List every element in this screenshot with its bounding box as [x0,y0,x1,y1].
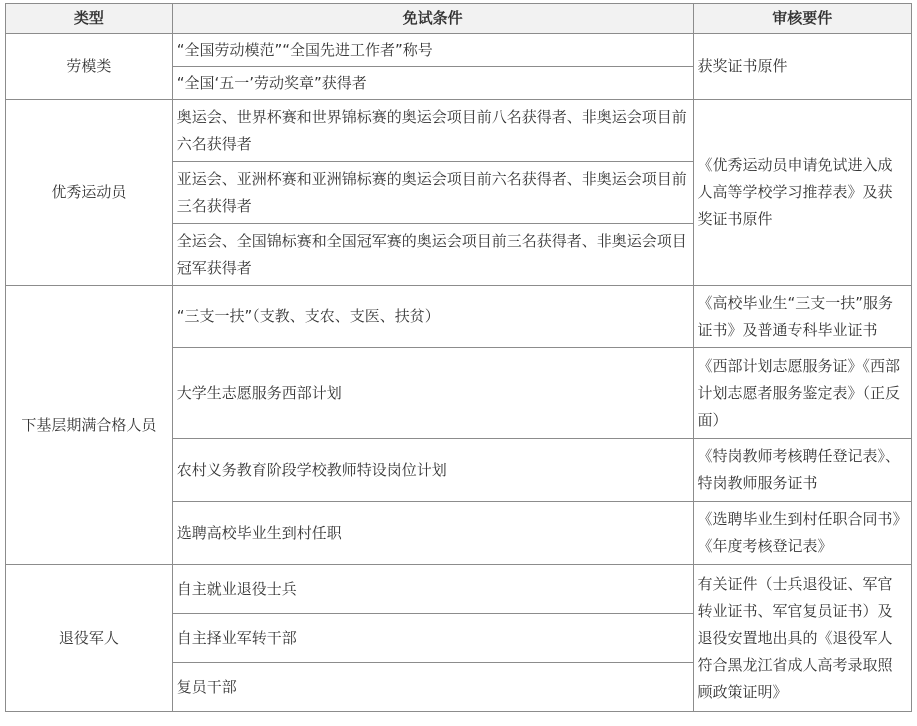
table-row [6,286,912,348]
type-cell: 退役军人 [6,565,173,712]
header-conditions: 免试条件 [172,4,693,34]
header-type: 类型 [6,4,173,34]
table-row [6,34,912,67]
condition-cell: 自主择业军转干部 [172,614,693,663]
condition-cell: “全国劳动模范”“全国先进工作者”称号 [172,34,693,67]
table-row [6,100,912,162]
documents-cell: 《特岗教师考核聘任登记表》、特岗教师服务证书 [693,439,911,502]
documents-cell: 《西部计划志愿服务证》《西部计划志愿者服务鉴定表》（正反面） [693,348,911,439]
type-cell: 下基层期满合格人员 [6,286,173,565]
header-row [6,4,912,34]
condition-cell: 亚运会、亚洲杯赛和亚洲锦标赛的奥运会项目前六名获得者、非奥运会项目前三名获得者 [172,162,693,224]
condition-cell: 选聘高校毕业生到村任职 [172,502,693,565]
exemption-table [5,3,912,712]
type-cell: 劳模类 [6,34,173,100]
condition-cell: 农村义务教育阶段学校教师特设岗位计划 [172,439,693,502]
documents-cell: 《优秀运动员申请免试进入成人高等学校学习推荐表》及获奖证书原件 [693,100,911,286]
header-documents: 审核要件 [693,4,911,34]
condition-cell: “三支一扶”（支教、支农、支医、扶贫） [172,286,693,348]
type-cell: 优秀运动员 [6,100,173,286]
condition-cell: 全运会、全国锦标赛和全国冠军赛的奥运会项目前三名获得者、非奥运会项目冠军获得者 [172,224,693,286]
condition-cell: 奥运会、世界杯赛和世界锦标赛的奥运会项目前八名获得者、非奥运会项目前六名获得者 [172,100,693,162]
condition-cell: 自主就业退役士兵 [172,565,693,614]
table-row [6,565,912,614]
documents-cell: 《选聘毕业生到村任职合同书》《年度考核登记表》 [693,502,911,565]
condition-cell: 大学生志愿服务西部计划 [172,348,693,439]
documents-cell: 《高校毕业生“三支一扶”服务证书》及普通专科毕业证书 [693,286,911,348]
documents-cell: 获奖证书原件 [693,34,911,100]
condition-cell: “全国‘五一’劳动奖章”获得者 [172,67,693,100]
condition-cell: 复员干部 [172,663,693,712]
documents-cell: 有关证件（士兵退役证、军官转业证书、军官复员证书）及退役安置地出具的《退役军人符合黑龙江省成人高考录取照顾政策证明》 [693,565,911,712]
